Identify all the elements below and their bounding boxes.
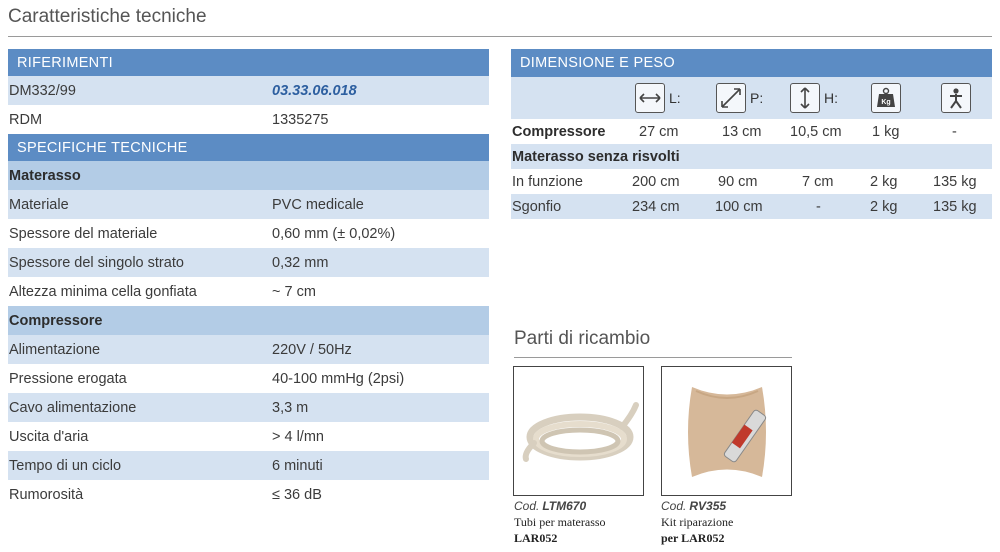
materasso-subheader [511, 144, 992, 169]
length-column-header [635, 83, 681, 113]
row-value: 0,60 mm (± 0,02%) [272, 225, 396, 242]
table-row [8, 248, 489, 277]
cod-prefix: Cod. [661, 499, 687, 513]
repair-kit-caption [661, 498, 733, 546]
compressore-subheader: Compressore [8, 306, 489, 335]
part-code: LTM670 [542, 499, 587, 513]
height-arrow-icon [790, 83, 820, 113]
weight-value: 2 kg [870, 198, 898, 215]
row-label: Cavo alimentazione [9, 399, 137, 416]
weight-value: 1 kg [872, 123, 900, 140]
row-label: Sgonfio [512, 198, 562, 215]
row-value: 0,32 mm [272, 254, 329, 271]
row-label: Altezza minima cella gonfiata [9, 283, 197, 300]
repair-kit-product-image [661, 366, 792, 496]
cod-prefix: Cod. [514, 499, 540, 513]
row-label: Rumorosità [9, 486, 84, 503]
height-value: - [816, 198, 821, 215]
depth-arrow-icon [716, 83, 746, 113]
table-row [511, 194, 992, 219]
tube-product-image [513, 366, 644, 496]
row-value: 6 minuti [272, 457, 323, 474]
table-row [8, 190, 489, 219]
icon-header-row [511, 77, 992, 119]
row-label: Tempo di un ciclo [9, 457, 122, 474]
row-value: ~ 7 cm [272, 283, 316, 300]
length-value: 234 cm [632, 198, 680, 215]
row-label: DM332/99 [9, 82, 76, 99]
row-value: > 4 l/mn [272, 428, 324, 445]
row-label: Materasso senza risvolti [512, 148, 680, 165]
row-value: 220V / 50Hz [272, 341, 352, 358]
table-row [8, 422, 489, 451]
tube-part-caption [514, 498, 606, 546]
depth-value: 100 cm [715, 198, 763, 215]
row-label: Spessore del materiale [9, 225, 158, 242]
row-value: 03.33.06.018 [272, 82, 357, 99]
spare-parts-divider [514, 357, 792, 358]
length-value: 200 cm [632, 173, 680, 190]
dimensione-peso-header: DIMENSIONE E PESO [511, 49, 992, 77]
load-column-header [941, 83, 975, 113]
table-row [8, 364, 489, 393]
row-label: Spessore del singolo strato [9, 254, 184, 271]
row-label: Compressore [512, 123, 606, 140]
part-compatibility: LAR052 [514, 531, 558, 545]
height-value: 7 cm [802, 173, 834, 190]
table-row [8, 480, 489, 509]
weight-value: 2 kg [870, 173, 898, 190]
height-column-header [790, 83, 838, 113]
table-row [511, 119, 992, 144]
row-value: 1335275 [272, 111, 329, 128]
row-label: Materiale [9, 196, 69, 213]
weight-column-header [871, 83, 905, 113]
length-label: L: [669, 90, 681, 106]
row-label: Uscita d'aria [9, 428, 89, 445]
table-row [511, 169, 992, 194]
riferimenti-header: RIFERIMENTI [8, 49, 489, 76]
page-title: Caratteristiche tecniche [8, 6, 207, 27]
title-divider [8, 36, 992, 37]
table-row [8, 277, 489, 306]
row-label: In funzione [512, 173, 583, 190]
depth-value: 13 cm [722, 123, 762, 140]
dimensions-weight-table [511, 49, 992, 219]
row-label: Alimentazione [9, 341, 101, 358]
height-label: H: [824, 90, 838, 106]
load-value: 135 kg [933, 198, 977, 215]
depth-column-header [716, 83, 763, 113]
row-value: 40-100 mmHg (2psi) [272, 370, 405, 387]
table-row [8, 219, 489, 248]
weight-kg-icon [871, 83, 901, 113]
row-value: 3,3 m [272, 399, 309, 416]
part-compatibility: per LAR052 [661, 531, 725, 545]
depth-label: P: [750, 90, 764, 106]
materasso-subheader: Materasso [8, 161, 489, 190]
length-arrow-icon [635, 83, 665, 113]
specifiche-header: SPECIFICHE TECNICHE [8, 134, 489, 161]
row-value: ≤ 36 dB [272, 486, 322, 503]
table-row [8, 105, 489, 134]
spare-parts-title: Parti di ricambio [514, 328, 651, 349]
person-load-icon [941, 83, 971, 113]
table-row [8, 76, 489, 105]
height-value: 10,5 cm [790, 123, 842, 140]
row-label: Pressione erogata [9, 370, 127, 387]
part-description: Kit riparazione [661, 515, 734, 529]
technical-specs-table [8, 49, 489, 509]
row-value: PVC medicale [272, 196, 364, 213]
part-description: Tubi per materasso [514, 515, 606, 529]
table-row [8, 393, 489, 422]
svg-text:Kg: Kg [881, 99, 891, 106]
load-value: 135 kg [933, 173, 977, 190]
table-row [8, 335, 489, 364]
load-value: - [952, 123, 957, 140]
depth-value: 90 cm [718, 173, 758, 190]
part-code: RV355 [689, 499, 727, 513]
row-label: RDM [9, 111, 43, 128]
length-value: 27 cm [639, 123, 679, 140]
table-row [8, 451, 489, 480]
